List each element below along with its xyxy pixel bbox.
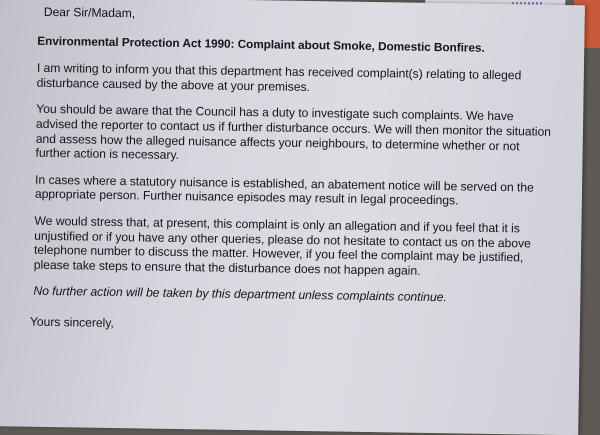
salutation: Dear Sir/Madam, [43, 4, 136, 21]
paragraph-allegation: We would stress that, at present, this complaint is only an allegation and if you feel that it is unjustified or if you have any other queries, please do not hesitate to contact us on the above telephone number to discuss the matter. However, if you feel the complaint may be justified, please take steps to ensure that the disturbance does not happen again. [33, 213, 531, 278]
paragraph-duty: You should be aware that the Council has a duty to investigate such complaints. We have advised the reporter to contact us if further disturbance occurs. We will then monitor the situation and assess how the alleged nuisance affects your neighbours, to determine whether or not further action is necessary. [35, 102, 552, 163]
letter-body [29, 4, 558, 338]
paragraph-inform: I am writing to inform you that this department has received complaint(s) relating to alleged disturbance caused by the above at your premises. [36, 60, 522, 94]
signoff: Yours sincerely, [29, 314, 114, 330]
closing-note: No further action will be taken by this department unless complaints continue. [33, 284, 447, 305]
paragraph-statutory-nuisance: In cases where a statutory nuisance is established, an abatement notice will be served on the appropriate person. Further nuisance episodes may result in legal proceedings. [34, 172, 534, 208]
subject-line: Environmental Protection Act 1990: Complaint about Smoke, Domestic Bonfires. [37, 33, 485, 55]
